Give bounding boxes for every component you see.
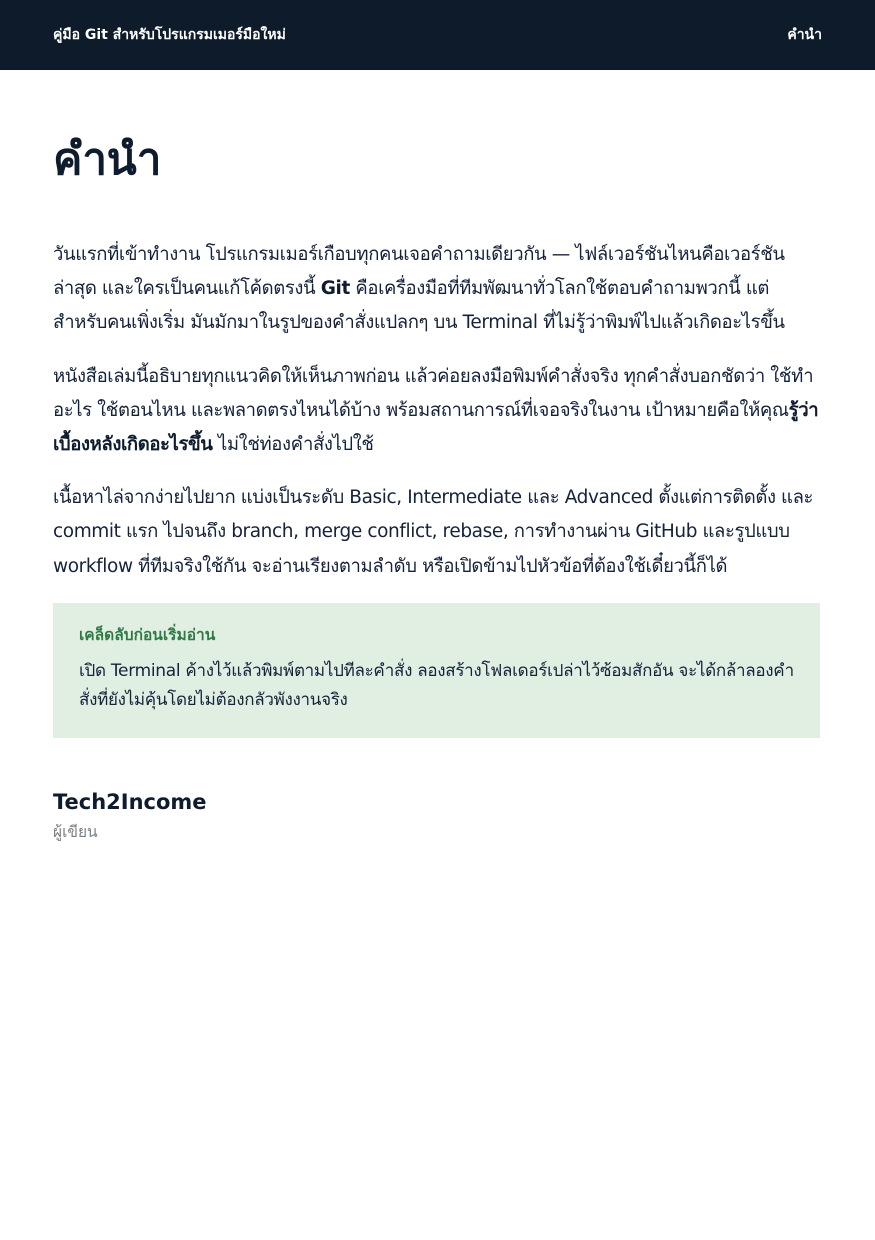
author-role: ผู้เขียน (53, 822, 98, 841)
tip-text: เปิด Terminal ค้างไว้แล้วพิมพ์ตามไปทีละคำสั่ง ลองสร้างโฟลเดอร์เปล่าไว้ซ้อมสักอัน จะได้กล้าลองคำสั่งที่ยังไม่คุ้นโดยไม่ต้องกลัวพังงานจริง (79, 660, 794, 710)
chapter-title: คำนำ (53, 134, 161, 185)
paragraph-2-text-end: ไม่ใช่ท่องคำสั่งไปใช้ (212, 434, 374, 456)
paragraph-1 (53, 238, 820, 341)
author-name: Tech2Income (53, 789, 207, 814)
tip-callout (53, 603, 820, 738)
current-section-label: คำนำ (787, 27, 822, 43)
paragraph-2-bold-phrase: รู้ว่าเบื้องหลังเกิดอะไรขึ้น (53, 399, 819, 456)
top-header-bar (0, 0, 875, 70)
paragraph-1-text-start: วันแรกที่เข้าทำงาน โปรแกรมเมอร์เกือบทุกคนเจอคำถามเดียวกัน — ไฟล์เวอร์ชันไหนคือเวอร์ชันล่าสุด และใครเป็นคนแก้โค้ดตรงนี้ (53, 244, 785, 300)
page-content (53, 70, 820, 844)
tip-title: เคล็ดลับก่อนเริ่มอ่าน (79, 625, 216, 644)
paragraph-1-text-end: คือเครื่องมือที่ทีมพัฒนาทั่วโลกใช้ตอบคำถามพวกนี้ แต่สำหรับคนเพิ่งเริ่ม มันมักมาในรูปของคำสั่งแปลกๆ บน Terminal ที่ไม่รู้ว่าพิมพ์ไปแล้วเกิดอะไรขึ้น (53, 278, 785, 334)
paragraph-2-text-start: หนังสือเล่มนี้อธิบายทุกแนวคิดให้เห็นภาพก่อน แล้วค่อยลงมือพิมพ์คำสั่งจริง ทุกคำสั่งบอกชัดว่า ใช้ทำอะไร ใช้ตอนไหน และพลาดตรงไหนได้บ้าง พร้อมสถานการณ์ที่เจอจริงในงาน เป้าหมายคือให้คุณ (53, 365, 814, 421)
author-block (53, 788, 820, 844)
book-title: คู่มือ Git สำหรับโปรแกรมเมอร์มือใหม่ (53, 27, 286, 43)
paragraph-1-bold-term: Git (320, 278, 350, 300)
preface-body (53, 238, 820, 584)
paragraph-2 (53, 360, 820, 463)
paragraph-3: เนื้อหาไล่จากง่ายไปยาก แบ่งเป็นระดับ Basic, Intermediate และ Advanced ตั้งแต่การติดตั้ง และ commit แรก ไปจนถึง branch, merge conflict, rebase, การทำงานผ่าน GitHub และรูปแบบ workflow ที่ทีมจริงใช้กัน จะอ่านเรียงตามลำดับ หรือเปิดข้ามไปหัวข้อที่ต้องใช้เดี๋ยวนี้ก็ได้ (53, 487, 814, 577)
